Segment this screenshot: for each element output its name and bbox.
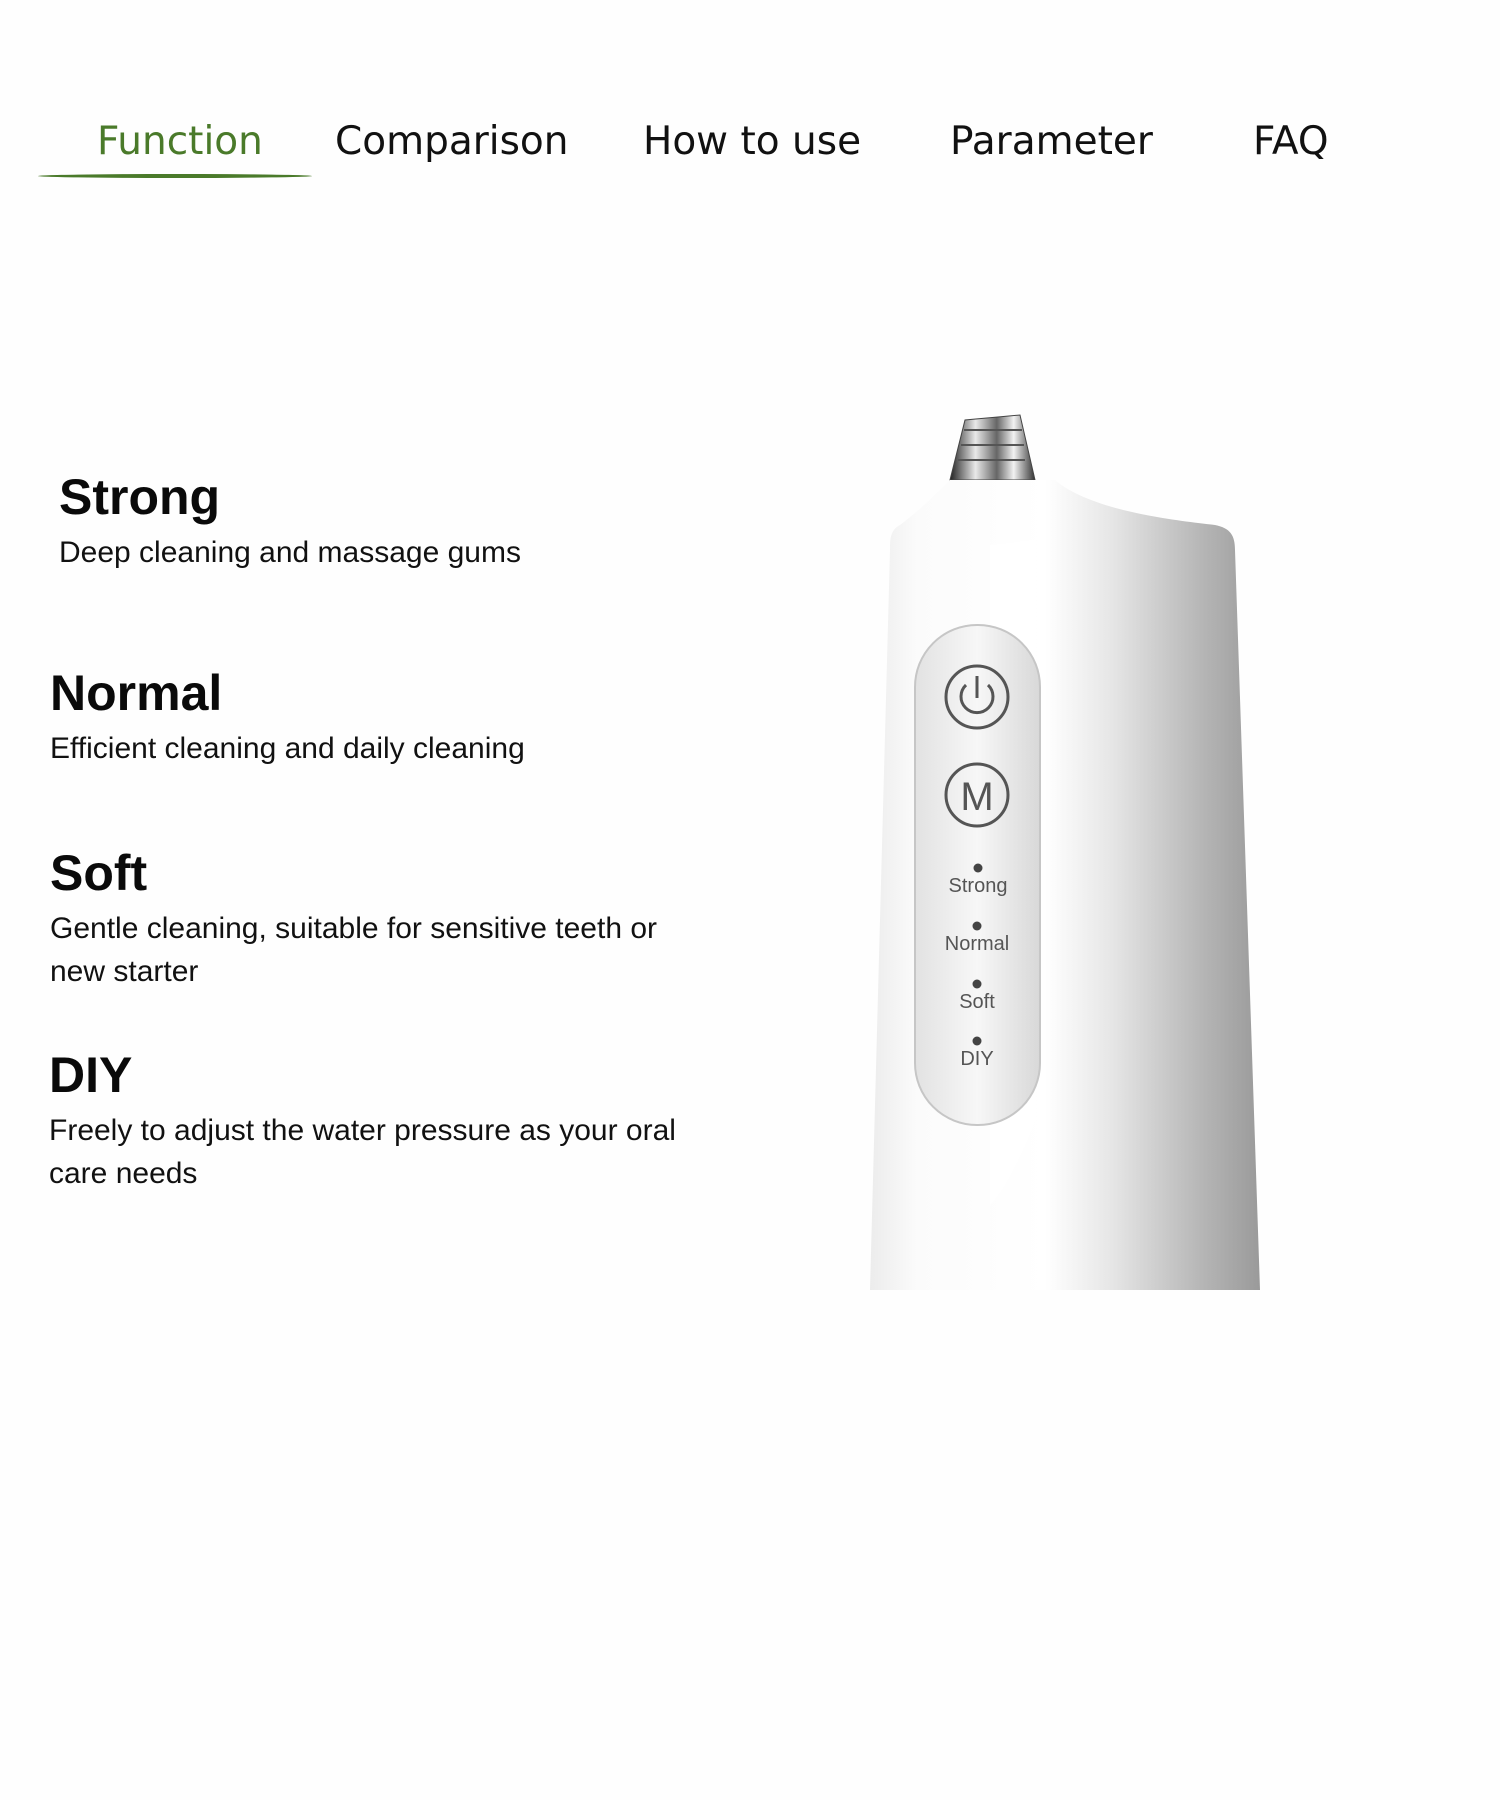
tab-bar xyxy=(0,112,1500,192)
tab-function[interactable]: Function xyxy=(97,119,263,164)
indicator-dot xyxy=(973,1037,982,1046)
water-flosser-illustration xyxy=(840,400,1280,1300)
indicator-strong: Strong xyxy=(948,875,1008,897)
mode-normal xyxy=(50,663,690,770)
indicator-diy: DIY xyxy=(960,1048,994,1070)
indicator-dot xyxy=(973,922,982,931)
active-tab-indicator xyxy=(38,174,312,178)
indicator-dot xyxy=(974,864,983,873)
tab-parameter[interactable]: Parameter xyxy=(950,119,1153,164)
mode-title: Soft xyxy=(50,845,148,901)
mode-title: DIY xyxy=(49,1047,133,1103)
mode-button-label: M xyxy=(960,775,994,819)
tab-comparison[interactable]: Comparison xyxy=(335,119,569,164)
mode-soft xyxy=(50,843,690,993)
tab-how-to-use[interactable]: How to use xyxy=(643,119,862,164)
mode-description: Freely to adjust the water pressure as your oral care needs xyxy=(49,1114,676,1190)
mode-description: Gentle cleaning, suitable for sensitive teeth or new starter xyxy=(50,912,658,988)
water-flosser-image xyxy=(840,400,1280,1300)
mode-strong xyxy=(59,467,699,574)
mode-description: Efficient cleaning and daily cleaning xyxy=(50,732,525,765)
mode-title: Normal xyxy=(50,665,223,721)
indicator-soft: Soft xyxy=(959,991,995,1013)
mode-description: Deep cleaning and massage gums xyxy=(59,536,521,569)
indicator-dot xyxy=(973,980,982,989)
tab-faq[interactable]: FAQ xyxy=(1253,119,1329,164)
nozzle-shape xyxy=(950,415,1035,480)
mode-title: Strong xyxy=(59,469,221,525)
indicator-normal: Normal xyxy=(944,933,1010,955)
mode-diy xyxy=(49,1045,689,1195)
